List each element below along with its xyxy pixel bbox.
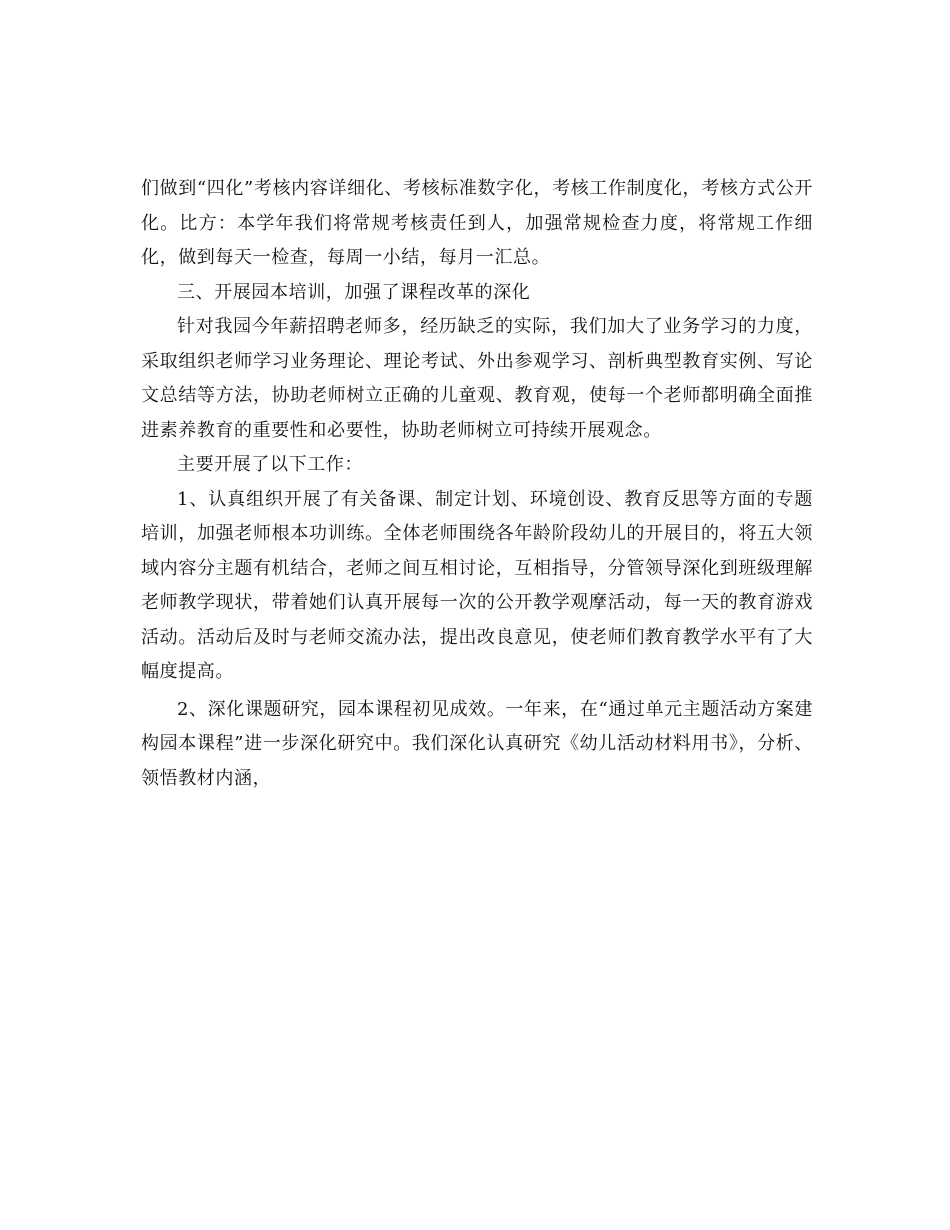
- paragraph-item-2: 2、深化课题研究，园本课程初见成效。一年来，在“通过单元主题活动方案建构园本课程”进一步深化研究中。我们深化认真研究《幼儿活动材料用书》，分析、领悟教材内涵，: [141, 698, 813, 789]
- document-body: [141, 172, 813, 796]
- paragraph-work-intro: 主要开展了以下工作：: [177, 454, 363, 475]
- paragraph-training: 针对我园今年薪招聘老师多，经历缺乏的实际，我们加大了业务学习的力度，采取组织老师学习业务理论、理论考试、外出参观学习、剖析典型教育实例、写论文总结等方法，协助老师树立正确的儿童观、教育观，使每一个老师都明确全面推进素养教育的重要性和必要性，协助老师树立可持续开展观念。: [141, 316, 813, 441]
- paragraph-continuation: 们做到“四化”考核内容详细化、考核标准数字化，考核工作制度化，考核方式公开化。比方：本学年我们将常规考核责任到人，加强常规检查力度，将常规工作细化，做到每天一检查，每周一小结，每月一汇总。: [141, 178, 813, 268]
- paragraph-item-1: 1、认真组织开展了有关备课、制定计划、环境创设、教育反思等方面的专题培训，加强老师根本功训练。全体老师围绕各年龄阶段幼儿的开展目的，将五大领域内容分主题有机结合，老师之间互相讨论，互相指导，分管领导深化到班级理解老师教学现状，带着她们认真开展每一次的公开教学观摩活动，每一天的教育游戏活动。活动后及时与老师交流办法，提出改良意见，使老师们教育教学水平有了大幅度提高。: [141, 488, 813, 682]
- section-heading-3: 三、开展园本培训，加强了课程改革的深化: [177, 281, 531, 303]
